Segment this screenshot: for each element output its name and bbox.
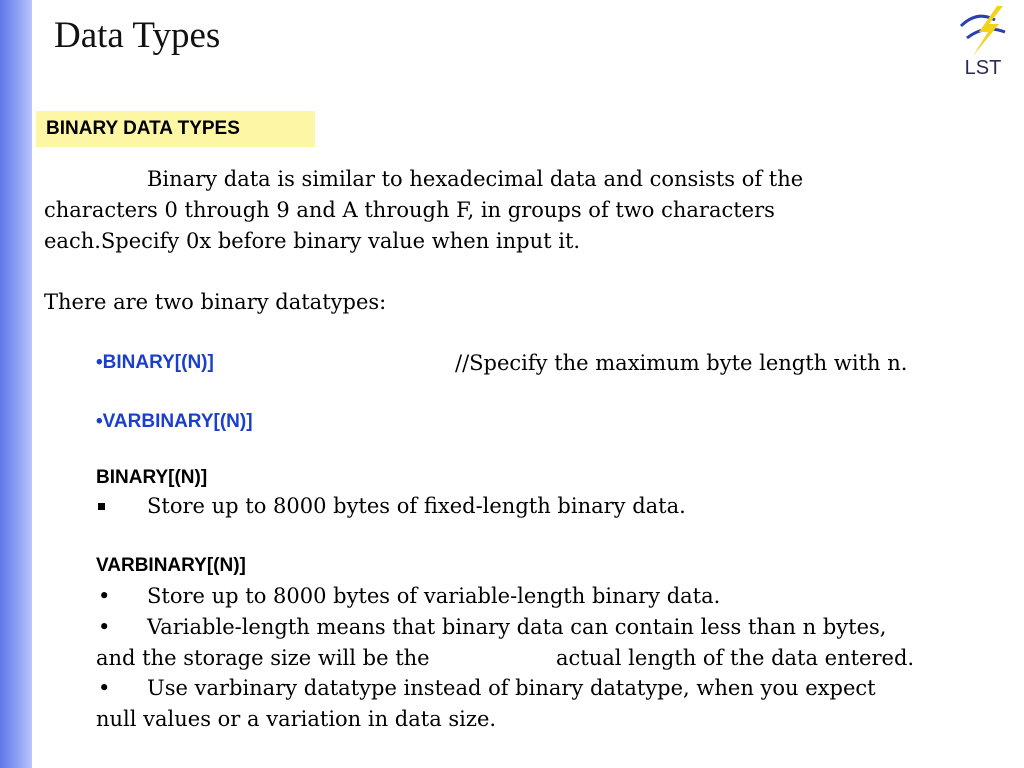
binary-heading: BINARY[(N)]	[96, 467, 208, 488]
binary-point-1: Store up to 8000 bytes of fixed-length binary data.	[147, 494, 686, 518]
types-intro: There are two binary datatypes:	[44, 290, 387, 314]
varbinary-point-1: Store up to 8000 bytes of variable-length binary data.	[147, 584, 721, 608]
section-label: BINARY DATA TYPES	[36, 111, 315, 147]
varbinary-point-2-line-2b: actual length of the data entered.	[556, 646, 915, 670]
bullet-icon: •	[98, 584, 111, 608]
type-list-binary: •BINARY[(N)]	[96, 352, 214, 373]
lst-logo	[955, 4, 1011, 80]
intro-line-2: characters 0 through 9 and A through F, in groups of two characters	[44, 198, 775, 222]
square-bullet-icon	[98, 503, 105, 510]
type-list-binary-note: //Specify the maximum byte length with n.	[455, 351, 908, 375]
varbinary-point-2-line-1: Variable-length means that binary data can contain less than n bytes,	[147, 615, 887, 639]
type-list-varbinary: •VARBINARY[(N)]	[96, 411, 253, 432]
bullet-icon: •	[98, 615, 111, 639]
bullet-icon: •	[98, 676, 111, 700]
slide-title: Data Types	[54, 15, 221, 56]
lst-logo-icon	[955, 4, 1011, 80]
logo-lettering: LST	[964, 57, 1002, 79]
varbinary-point-3-line-2: null values or a variation in data size.	[96, 707, 497, 731]
varbinary-point-3-line-1: Use varbinary datatype instead of binary datatype, when you expect	[147, 676, 876, 700]
varbinary-point-2-line-2a: and the storage size will be the	[96, 646, 430, 670]
slide-sidebar-stripe	[0, 0, 32, 768]
intro-line-1: Binary data is similar to hexadecimal data and consists of the	[147, 167, 804, 191]
varbinary-heading: VARBINARY[(N)]	[96, 555, 246, 576]
intro-line-3: each.Specify 0x before binary value when input it.	[44, 229, 581, 253]
